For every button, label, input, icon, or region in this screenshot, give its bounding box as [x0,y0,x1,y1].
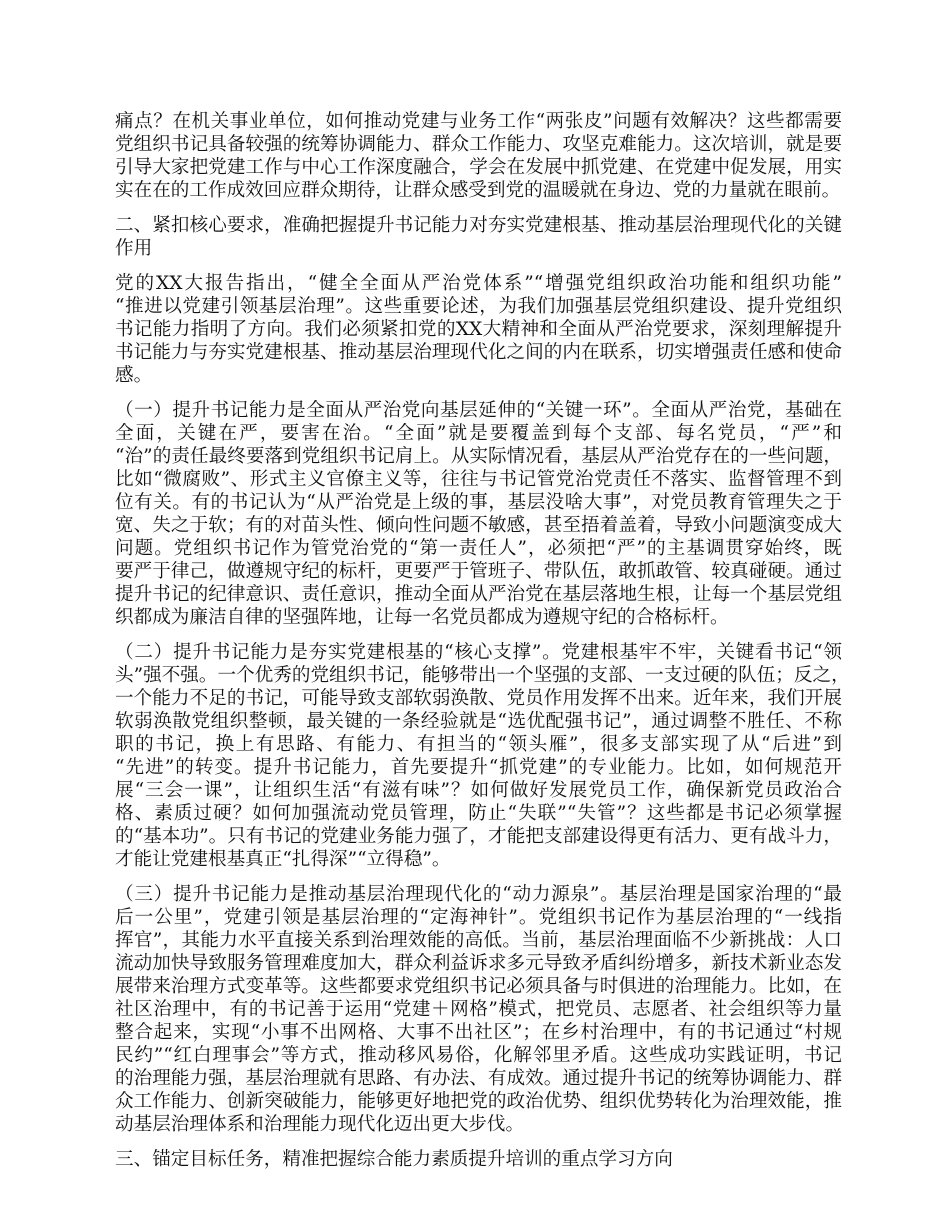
text-line: 一个能力不足的书记，可能导致支部软弱涣散、党员作用发挥不出来。近年来，我们开展 [115,688,842,709]
text-line: 作用 [115,238,153,259]
text-line: （二）提升书记能力是夯实党建根基的“核心支撑”。党建根基牢不牢，关键看书记“领 [115,642,842,663]
text-line: 党的XX大报告指出，“健全全面从严治党体系”“增强党组织政治功能和组织功能” [115,273,842,294]
text-line: 位有关。有的书记认为“从严治党是上级的事，基层没啥大事”，对党员教育管理失之于 [115,492,842,513]
text-line: 引导大家把党建工作与中心工作深度融合，学会在发展中抓党建、在党建中促发展，用实 [115,157,842,178]
text-line: 挥官”，其能力水平直接关系到治理效能的高低。当前，基层治理面临不少新挑战：人口 [115,930,842,951]
text-line: 社区治理中，有的书记善于运用“党建＋网格”模式，把党员、志愿者、社会组织等力量 [115,999,842,1020]
text-line: 软弱涣散党组织整顿，最关键的一条经验就是“选优配强书记”，通过调整不胜任、不称 [115,711,842,732]
text-line: 才能让党建根基真正“扎得深”“立得稳”。 [115,849,451,870]
text-line: “治”的责任最终要落到党组织书记肩上。从实际情况看，基层从严治党存在的一些问题， [115,446,842,467]
text-line: 的治理能力强，基层治理就有思路、有办法、有成效。通过提升书记的统筹协调能力、群 [115,1068,842,1089]
body-paragraph [115,883,842,1136]
body-paragraph [115,641,850,871]
text-line: 痛点？在机关事业单位，如何推动党建与业务工作“两张皮”问题有效解决？这些都需要 [115,111,842,132]
text-line: 头”强不强。一个优秀的党组织书记，能够带出一个坚强的支部、一支过硬的队伍；反之， [115,665,850,686]
text-line: 要严于律己，做遵规守纪的标杆，更要严于管班子、带队伍，敢抓敢管、较真碰硬。通过 [115,561,842,582]
body-paragraph [115,399,842,629]
text-line: 三、锚定目标任务，精准把握综合能力素质提升培训的重点学习方向 [115,1149,673,1170]
text-line: 二、紧扣核心要求，准确把握提升书记能力对夯实党建根基、推动基层治理现代化的关键 [115,215,842,236]
text-line: （三）提升书记能力是推动基层治理现代化的“动力源泉”。基层治理是国家治理的“最 [115,884,842,905]
text-line: 全面，关键在严，要害在治。“全面”就是要覆盖到每个支部、每名党员，“严”和 [115,423,842,444]
text-line: 实在在的工作成效回应群众期待，让群众感受到党的温暖就在身边、党的力量就在眼前。 [115,180,841,201]
text-line: 职的书记，换上有思路、有能力、有担当的“领头雁”，很多支部实现了从“后进”到 [115,734,842,755]
section-heading [115,214,842,260]
section-heading [115,1148,842,1171]
text-line: 格、素质过硬？如何加强流动党员管理，防止“失联”“失管”？这些都是书记必须掌握 [115,803,842,824]
text-line: “先进”的转变。提升书记能力，首先要提升“抓党建”的专业能力。比如，如何规范开 [115,757,842,778]
text-line: 后一公里”，党建引领是基层治理的“定海神针”。党组织书记作为基层治理的“一线指 [115,907,842,928]
text-line: 书记能力与夯实党建根基、推动基层治理现代化之间的内在联系，切实增强责任感和使命 [115,342,842,363]
text-line: 展“三会一课”，让组织生活“有滋有味”？如何做好发展党员工作，确保新党员政治合 [115,780,842,801]
text-line: 问题。党组织书记作为管党治党的“第一责任人”，必须把“严”的主基调贯穿始终，既 [115,538,842,559]
text-line: 的“基本功”。只有书记的党建业务能力强了，才能把支部建设得更有活力、更有战斗力， [115,826,842,847]
text-line: 动基层治理体系和治理能力现代化迈出更大步伐。 [115,1114,525,1135]
text-line: “推进以党建引领基层治理”。这些重要论述，为我们加强基层党组织建设、提升党组织 [115,296,842,317]
text-line: 宽、失之于软；有的对苗头性、倾向性问题不敏感，甚至捂着盖着，导致小问题演变成大 [115,515,842,536]
text-line: 党组织书记具备较强的统筹协调能力、群众工作能力、攻坚克难能力。这次培训，就是要 [115,134,842,155]
text-line: 提升书记的纪律意识、责任意识，推动全面从严治党在基层落地生根，让每一个基层党组 [115,584,842,605]
text-line: 众工作能力、创新突破能力，能够更好地把党的政治优势、组织优势转化为治理效能，推 [115,1091,842,1112]
text-line: 比如“微腐败”、形式主义官僚主义等，往往与书记管党治党责任不落实、监督管理不到 [115,469,842,490]
text-line: 织都成为廉洁自律的坚强阵地，让每一名党员都成为遵规守纪的合格标杆。 [115,607,729,628]
body-paragraph [115,272,842,387]
text-line: 展带来治理方式变革等。这些都要求党组织书记必须具备与时俱进的治理能力。比如，在 [115,976,842,997]
text-line: 流动加快导致服务管理难度加大，群众利益诉求多元导致矛盾纠纷增多，新技术新业态发 [115,953,842,974]
document-page [115,110,850,1183]
text-line: 民约”“红白理事会”等方式，推动移风易俗，化解邻里矛盾。这些成功实践证明，书记 [115,1045,842,1066]
text-line: 感。 [115,365,153,386]
text-line: 整合起来，实现“小事不出网格、大事不出社区”；在乡村治理中，有的书记通过“村规 [115,1022,842,1043]
body-paragraph [115,110,842,202]
text-line: （一）提升书记能力是全面从严治党向基层延伸的“关键一环”。全面从严治党，基础在 [115,400,842,421]
text-line: 书记能力指明了方向。我们必须紧扣党的XX大精神和全面从严治党要求，深刻理解提升 [115,319,842,340]
